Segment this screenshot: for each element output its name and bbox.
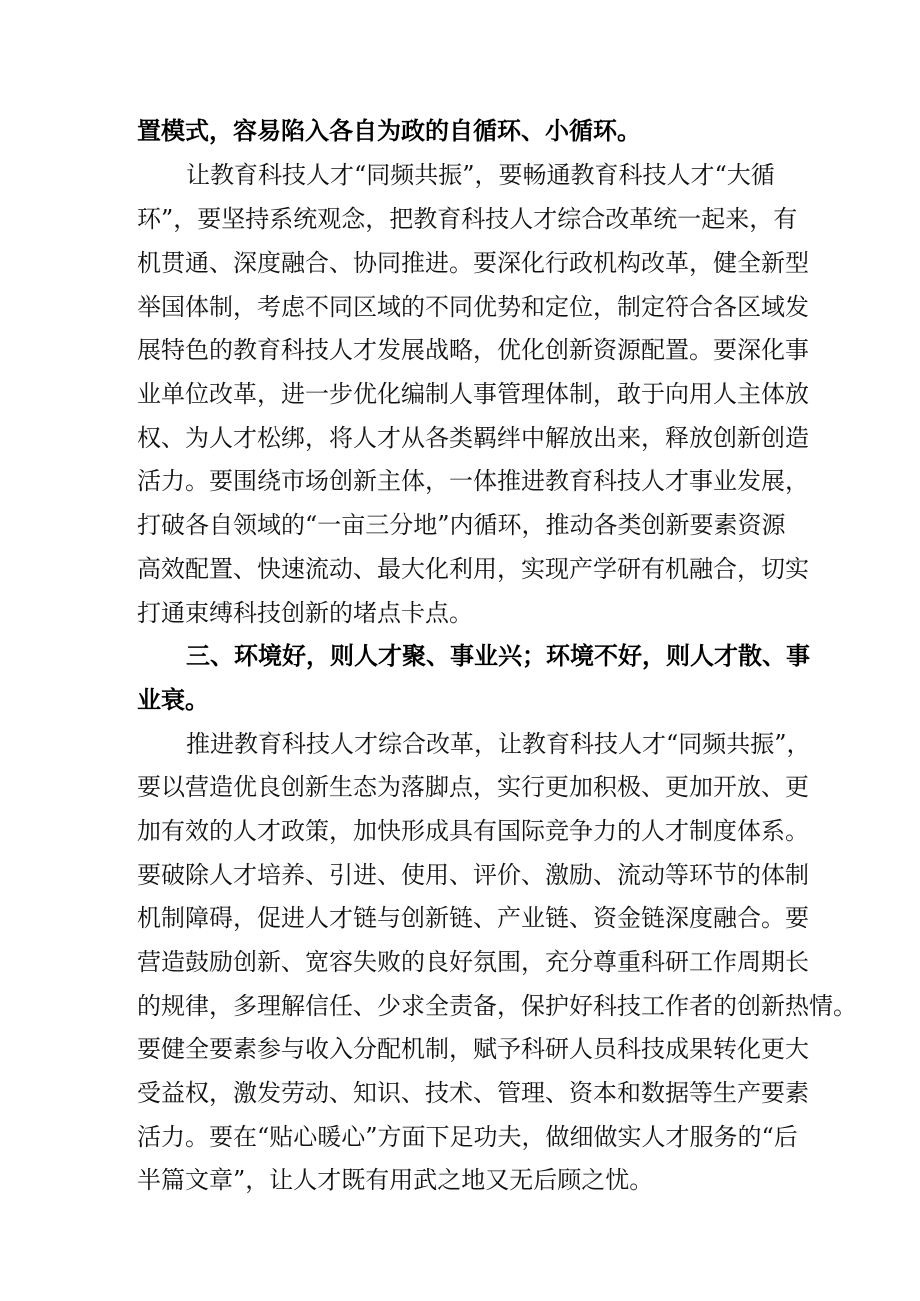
paragraph-line: 半篇文章”，让人才既有用武之地又无后顾之忧。 bbox=[137, 1166, 654, 1194]
paragraph-line: 要健全要素参与收入分配机制，赋予科研人员科技成果转化更大 bbox=[137, 1035, 809, 1063]
paragraph-line: 营造鼓励创新、宽容失败的良好氛围，充分尊重科研工作周期长 bbox=[137, 948, 809, 976]
paragraph-line: 活力。要围绕市场创新主体，一体推进教育科技人才事业发展， bbox=[137, 467, 809, 495]
paragraph-line: 展特色的教育科技人才发展战略，优化创新资源配置。要深化事 bbox=[137, 336, 809, 364]
paragraph-line: 的规律，多理解信任、少求全责备，保护好科技工作者的创新热情。 bbox=[137, 992, 857, 1020]
paragraph-line: 权、为人才松绑，将人才从各类羁绊中解放出来，释放创新创造 bbox=[137, 424, 809, 452]
paragraph-line: 加有效的人才政策，加快形成具有国际竞争力的人才制度体系。 bbox=[137, 817, 809, 845]
paragraph-line: 机制障碍，促进人才链与创新链、产业链、资金链深度融合。要 bbox=[137, 904, 809, 932]
paragraph-line: 环”，要坚持系统观念，把教育科技人才综合改革统一起来，有 bbox=[137, 205, 798, 233]
paragraph-line: 置模式，容易陷入各自为政的自循环、小循环。 bbox=[137, 117, 641, 145]
paragraph-line: 要破除人才培养、引进、使用、评价、激励、流动等环节的体制 bbox=[137, 861, 809, 889]
paragraph-line: 业单位改革，进一步优化编制人事管理体制，敢于向用人主体放 bbox=[137, 380, 809, 408]
paragraph-line: 打通束缚科技创新的堵点卡点。 bbox=[137, 599, 473, 627]
paragraph-line: 要以营造优良创新生态为落脚点，实行更加积极、更加开放、更 bbox=[137, 773, 809, 801]
paragraph-line: 推进教育科技人才综合改革，让教育科技人才“同频共振”， bbox=[186, 730, 811, 758]
section-heading: 业衰。 bbox=[137, 686, 209, 714]
paragraph-line: 高效配置、快速流动、最大化利用，实现产学研有机融合，切实 bbox=[137, 555, 809, 583]
paragraph-line: 机贯通、深度融合、协同推进。要深化行政机构改革，健全新型 bbox=[137, 249, 809, 277]
section-heading: 三、环境好，则人才聚、事业兴；环境不好，则人才散、事 bbox=[186, 642, 810, 670]
paragraph-line: 让教育科技人才“同频共振”，要畅通教育科技人才“大循 bbox=[186, 161, 775, 189]
paragraph-line: 受益权，激发劳动、知识、技术、管理、资本和数据等生产要素 bbox=[137, 1079, 809, 1107]
paragraph-line: 打破各自领域的“一亩三分地”内循环，推动各类创新要素资源 bbox=[137, 511, 786, 539]
paragraph-line: 举国体制，考虑不同区域的不同优势和定位，制定符合各区域发 bbox=[137, 293, 809, 321]
paragraph-line: 活力。要在“贴心暖心”方面下足功夫，做细做实人才服务的“后 bbox=[137, 1123, 798, 1151]
